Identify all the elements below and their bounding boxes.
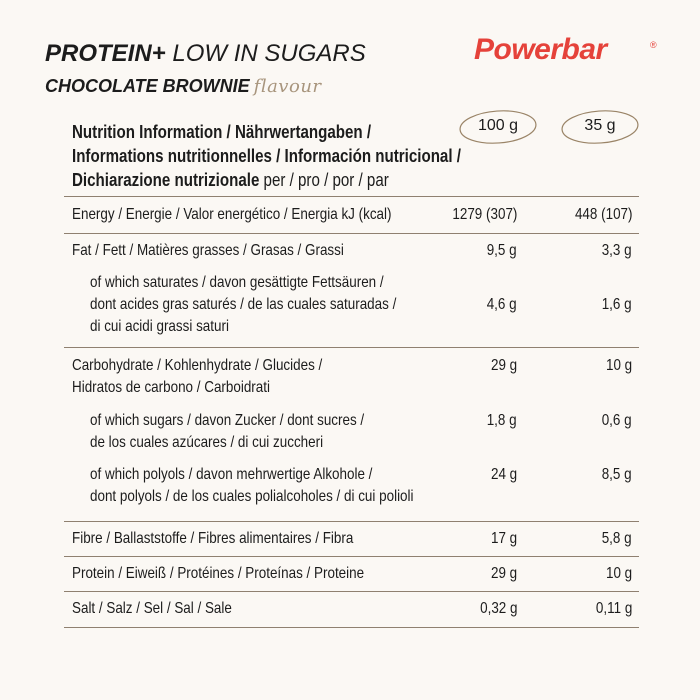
title-low-in-sugars: LOW IN SUGARS [165,40,366,67]
label-line: Energy / Energie / Valor energético / Energia kJ (kcal) [72,206,392,223]
value-35g: 0,6 g [602,412,632,429]
nutrient-label [90,464,414,508]
column-header-100g [458,108,538,146]
flavour-word: flavour [253,76,322,97]
value-100g: 17 g [490,530,517,547]
header-line-1: Nutrition Information / Nährwertangaben / [72,122,372,142]
label-line: of which saturates / davon gesättigte Fettsäuren / [90,274,384,291]
nutrient-label [72,240,344,262]
table-divider [64,521,639,522]
column-header-35g [560,108,640,146]
nutrient-label [72,204,391,226]
powerbar-logo: Powerbar [474,33,607,66]
nutrient-label [72,598,232,620]
label-line: Salt / Salz / Sel / Sal / Sale [72,600,232,617]
table-divider [64,233,639,234]
table-divider [64,627,639,628]
label-line: di cui acidi grassi saturi [90,318,229,335]
registered-mark: ® [650,40,657,50]
label-line: Protein / Eiweiß / Protéines / Proteínas / Proteine [72,565,365,582]
label-line: Hidratos de carbono / Carboidrati [72,379,270,396]
value-100g: 29 g [490,357,517,374]
value-35g: 1,6 g [602,296,632,313]
nutrient-label [72,563,364,585]
value-35g: 5,8 g [602,530,632,547]
column-label-100g: 100 g [477,117,519,134]
header-line-3-rest: per / pro / por / par [259,170,389,190]
title-protein-plus: PROTEIN+ [45,40,166,67]
flavour-name: CHOCOLATE BROWNIE [45,76,250,96]
value-35g: 8,5 g [602,466,632,483]
label-line: dont acides gras saturés / de las cuales saturadas / [90,296,397,313]
value-35g: 448 (107) [574,206,632,223]
header-line-2: Informations nutritionnelles / Información nutricional / [72,146,461,166]
label-line: dont polyols / de los cuales polialcoholes / di cui polioli [90,488,414,505]
label-line: of which polyols / davon mehrwertige Alkohole / [90,466,373,483]
table-divider [64,347,639,348]
label-line: Fibre / Ballaststoffe / Fibres alimentaires / Fibra [72,530,354,547]
table-divider [64,196,639,197]
value-100g: 9,5 g [487,242,517,259]
table-divider [64,556,639,557]
column-label-35g: 35 g [584,117,616,134]
nutrient-label [90,410,364,454]
value-100g: 29 g [490,565,517,582]
header-line-3-bold: Dichiarazione nutrizionale [72,170,260,190]
nutrient-label [72,528,353,550]
value-100g: 1279 (307) [451,206,517,223]
product-flavour [45,76,322,97]
value-35g: 0,11 g [595,600,632,617]
label-line: de los cuales azúcares / di cui zuccheri [90,434,324,451]
value-100g: 24 g [490,466,517,483]
label-line: Fat / Fett / Matières grasses / Grasas / Grassi [72,242,344,259]
value-35g: 10 g [605,565,632,582]
header-line-3 [72,168,389,192]
table-divider [64,591,639,592]
value-35g: 3,3 g [602,242,632,259]
value-35g: 10 g [605,357,632,374]
label-line: of which sugars / davon Zucker / dont sucres / [90,412,365,429]
nutrient-label [72,355,322,399]
value-100g: 1,8 g [487,412,517,429]
product-title [45,40,366,68]
value-100g: 4,6 g [487,296,517,313]
label-line: Carbohydrate / Kohlenhydrate / Glucides / [72,357,323,374]
value-100g: 0,32 g [479,600,517,617]
nutrient-label [90,272,396,338]
